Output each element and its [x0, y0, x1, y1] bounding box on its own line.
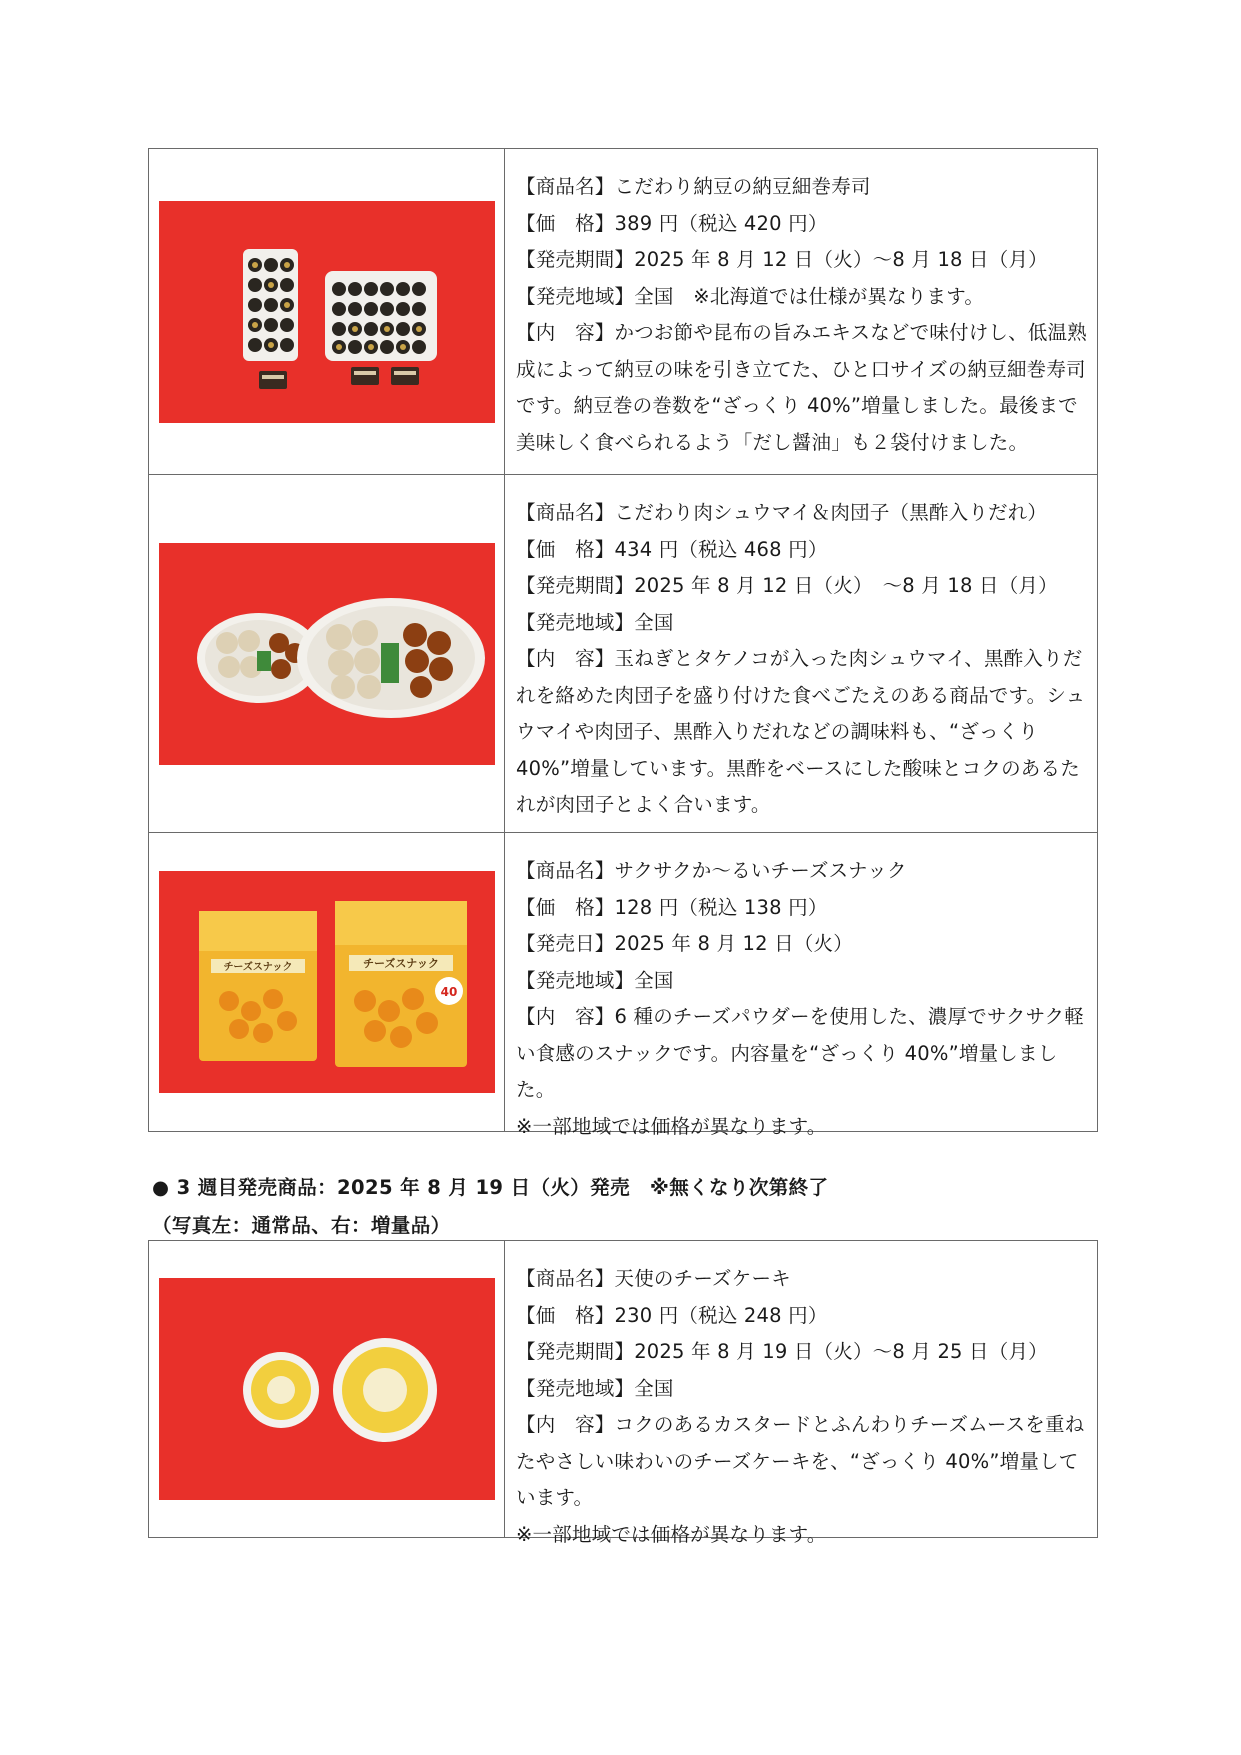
shumai-photo	[159, 543, 495, 765]
product-image-cell	[149, 475, 505, 832]
week3-heading: ● 3 週目発売商品：2025 年 8 月 19 日（火）発売 ※無くなり次第終了	[152, 1176, 829, 1199]
product-price: 434 円（税込 468 円）	[614, 537, 828, 561]
product-image-cell	[149, 833, 505, 1131]
product-content: 6 種のチーズパウダーを使用した、濃厚でサクサク軽い食感のスナックです。内容量を“ざっくり 40%”増量しました。	[516, 1005, 1084, 1101]
product-content: かつお節や昆布の旨みエキスなどで味付けし、低温熟成によって納豆の味を引き立てた、ひと口サイズの納豆細巻寿司です。納豆巻の巻数を“ざっくり 40%”増量しました。最後まで美味しく食べられるよう「だし醤油」も２袋付けました。	[516, 321, 1087, 454]
product-row-shumai	[149, 475, 1097, 833]
product-name: こだわり肉シュウマイ＆肉団子（黒酢入りだれ）	[614, 501, 1048, 524]
product-text-cell	[505, 475, 1097, 832]
product-price-line: 【価 格】434 円（税込 468 円）	[516, 537, 828, 561]
product-note: ※一部地域では価格が異なります。	[516, 1522, 827, 1546]
product-name: こだわり納豆の納豆細巻寿司	[614, 175, 871, 198]
product-row-cheesecake	[149, 1241, 1097, 1546]
natto-sushi-illustration	[159, 201, 495, 423]
product-name-line: 【商品名】天使のチーズケーキ	[516, 1267, 791, 1290]
product-row-cheese-snack	[149, 833, 1097, 1138]
product-content: 玉ねぎとタケノコが入った肉シュウマイ、黒酢入りだれを絡めた肉団子を盛り付けた食べごたえのある商品です。シュウマイや肉団子、黒酢入りだれなどの調味料も、“ざっくり 40%”増量しています。黒酢をベースにした酸味とコクのあるたれが肉団子とよく合います。	[516, 647, 1086, 816]
product-image-cell	[149, 149, 505, 474]
product-price-line: 【価 格】128 円（税込 138 円）	[516, 895, 828, 919]
product-region-line: 【発売地域】全国	[516, 1376, 674, 1400]
product-content-line: 【内 容】6 種のチーズパウダーを使用した、濃厚でサクサク軽い食感のスナックです。内容量を“ざっくり 40%”増量しました。	[516, 1005, 1084, 1101]
product-region-line: 【発売地域】全国 ※北海道では仕様が異なります。	[516, 284, 985, 308]
product-price-line: 【価 格】389 円（税込 420 円）	[516, 211, 828, 235]
product-period: 2025 年 8 月 19 日（火）～8 月 25 日（月）	[634, 1340, 1048, 1363]
product-price-line: 【価 格】230 円（税込 248 円）	[516, 1303, 828, 1327]
product-table-week2	[148, 148, 1098, 1138]
product-name: 天使のチーズケーキ	[614, 1267, 791, 1290]
increase-badge: 40	[440, 985, 457, 999]
package-label-small: チーズスナック	[222, 962, 293, 973]
product-region: 全国	[634, 968, 674, 992]
cheese-snack-photo	[159, 871, 495, 1093]
product-row-natto	[149, 149, 1097, 475]
product-name: サクサクか～るいチーズスナック	[614, 859, 907, 882]
product-content: コクのあるカスタードとふんわりチーズムースを重ねたやさしい味わいのチーズケーキを、“ざっくり 40%”増量しています。	[516, 1413, 1085, 1509]
product-period-line: 【発売期間】2025 年 8 月 12 日（火）～8 月 18 日（月）	[516, 248, 1048, 271]
natto-sushi-photo	[159, 201, 495, 423]
product-region-line: 【発売地域】全国	[516, 968, 674, 992]
product-note: ※一部地域では価格が異なります。	[516, 1114, 827, 1138]
product-period-line: 【発売日】2025 年 8 月 12 日（火）	[516, 932, 853, 955]
cheesecake-illustration	[159, 1278, 495, 1500]
product-name-line: 【商品名】サクサクか～るいチーズスナック	[516, 859, 907, 882]
cheesecake-photo	[159, 1278, 495, 1500]
product-price: 128 円（税込 138 円）	[614, 895, 828, 919]
product-period: 2025 年 8 月 12 日（火） ～8 月 18 日（月）	[634, 574, 1058, 597]
product-content-line: 【内 容】かつお節や昆布の旨みエキスなどで味付けし、低温熟成によって納豆の味を引き立てた、ひと口サイズの納豆細巻寿司です。納豆巻の巻数を“ざっくり 40%”増量しました。最後まで美味しく食べられるよう「だし醤油」も２袋付けました。	[516, 321, 1087, 454]
product-text-cell	[505, 149, 1097, 474]
product-price: 230 円（税込 248 円）	[614, 1303, 828, 1327]
product-name-line: 【商品名】こだわり肉シュウマイ＆肉団子（黒酢入りだれ）	[516, 501, 1048, 524]
product-text-cell	[505, 833, 1097, 1138]
product-content-line: 【内 容】玉ねぎとタケノコが入った肉シュウマイ、黒酢入りだれを絡めた肉団子を盛り付けた食べごたえのある商品です。シュウマイや肉団子、黒酢入りだれなどの調味料も、“ざっくり 40%”増量しています。黒酢をベースにした酸味とコクのあるたれが肉団子とよく合います。	[516, 647, 1086, 816]
package-label-large: チーズスナック	[362, 957, 439, 970]
shumai-illustration	[159, 543, 495, 765]
product-region: 全国	[634, 610, 674, 634]
product-text-cell	[505, 1241, 1097, 1546]
product-content-line: 【内 容】コクのあるカスタードとふんわりチーズムースを重ねたやさしい味わいのチーズケーキを、“ざっくり 40%”増量しています。	[516, 1413, 1085, 1509]
product-period-line: 【発売期間】2025 年 8 月 12 日（火） ～8 月 18 日（月）	[516, 574, 1058, 597]
product-region: 全国	[634, 1376, 674, 1400]
cheese-snack-illustration	[159, 871, 495, 1093]
product-table-week3	[148, 1240, 1098, 1546]
product-period-line: 【発売期間】2025 年 8 月 19 日（火）～8 月 25 日（月）	[516, 1340, 1048, 1363]
product-release-date: 2025 年 8 月 12 日（火）	[614, 932, 853, 955]
week3-subheading: （写真左：通常品、右：増量品）	[152, 1214, 451, 1237]
product-region: 全国 ※北海道では仕様が異なります。	[634, 284, 985, 308]
product-region-line: 【発売地域】全国	[516, 610, 674, 634]
product-name-line: 【商品名】こだわり納豆の納豆細巻寿司	[516, 175, 871, 198]
product-period: 2025 年 8 月 12 日（火）～8 月 18 日（月）	[634, 248, 1048, 271]
product-price: 389 円（税込 420 円）	[614, 211, 828, 235]
product-image-cell	[149, 1241, 505, 1537]
